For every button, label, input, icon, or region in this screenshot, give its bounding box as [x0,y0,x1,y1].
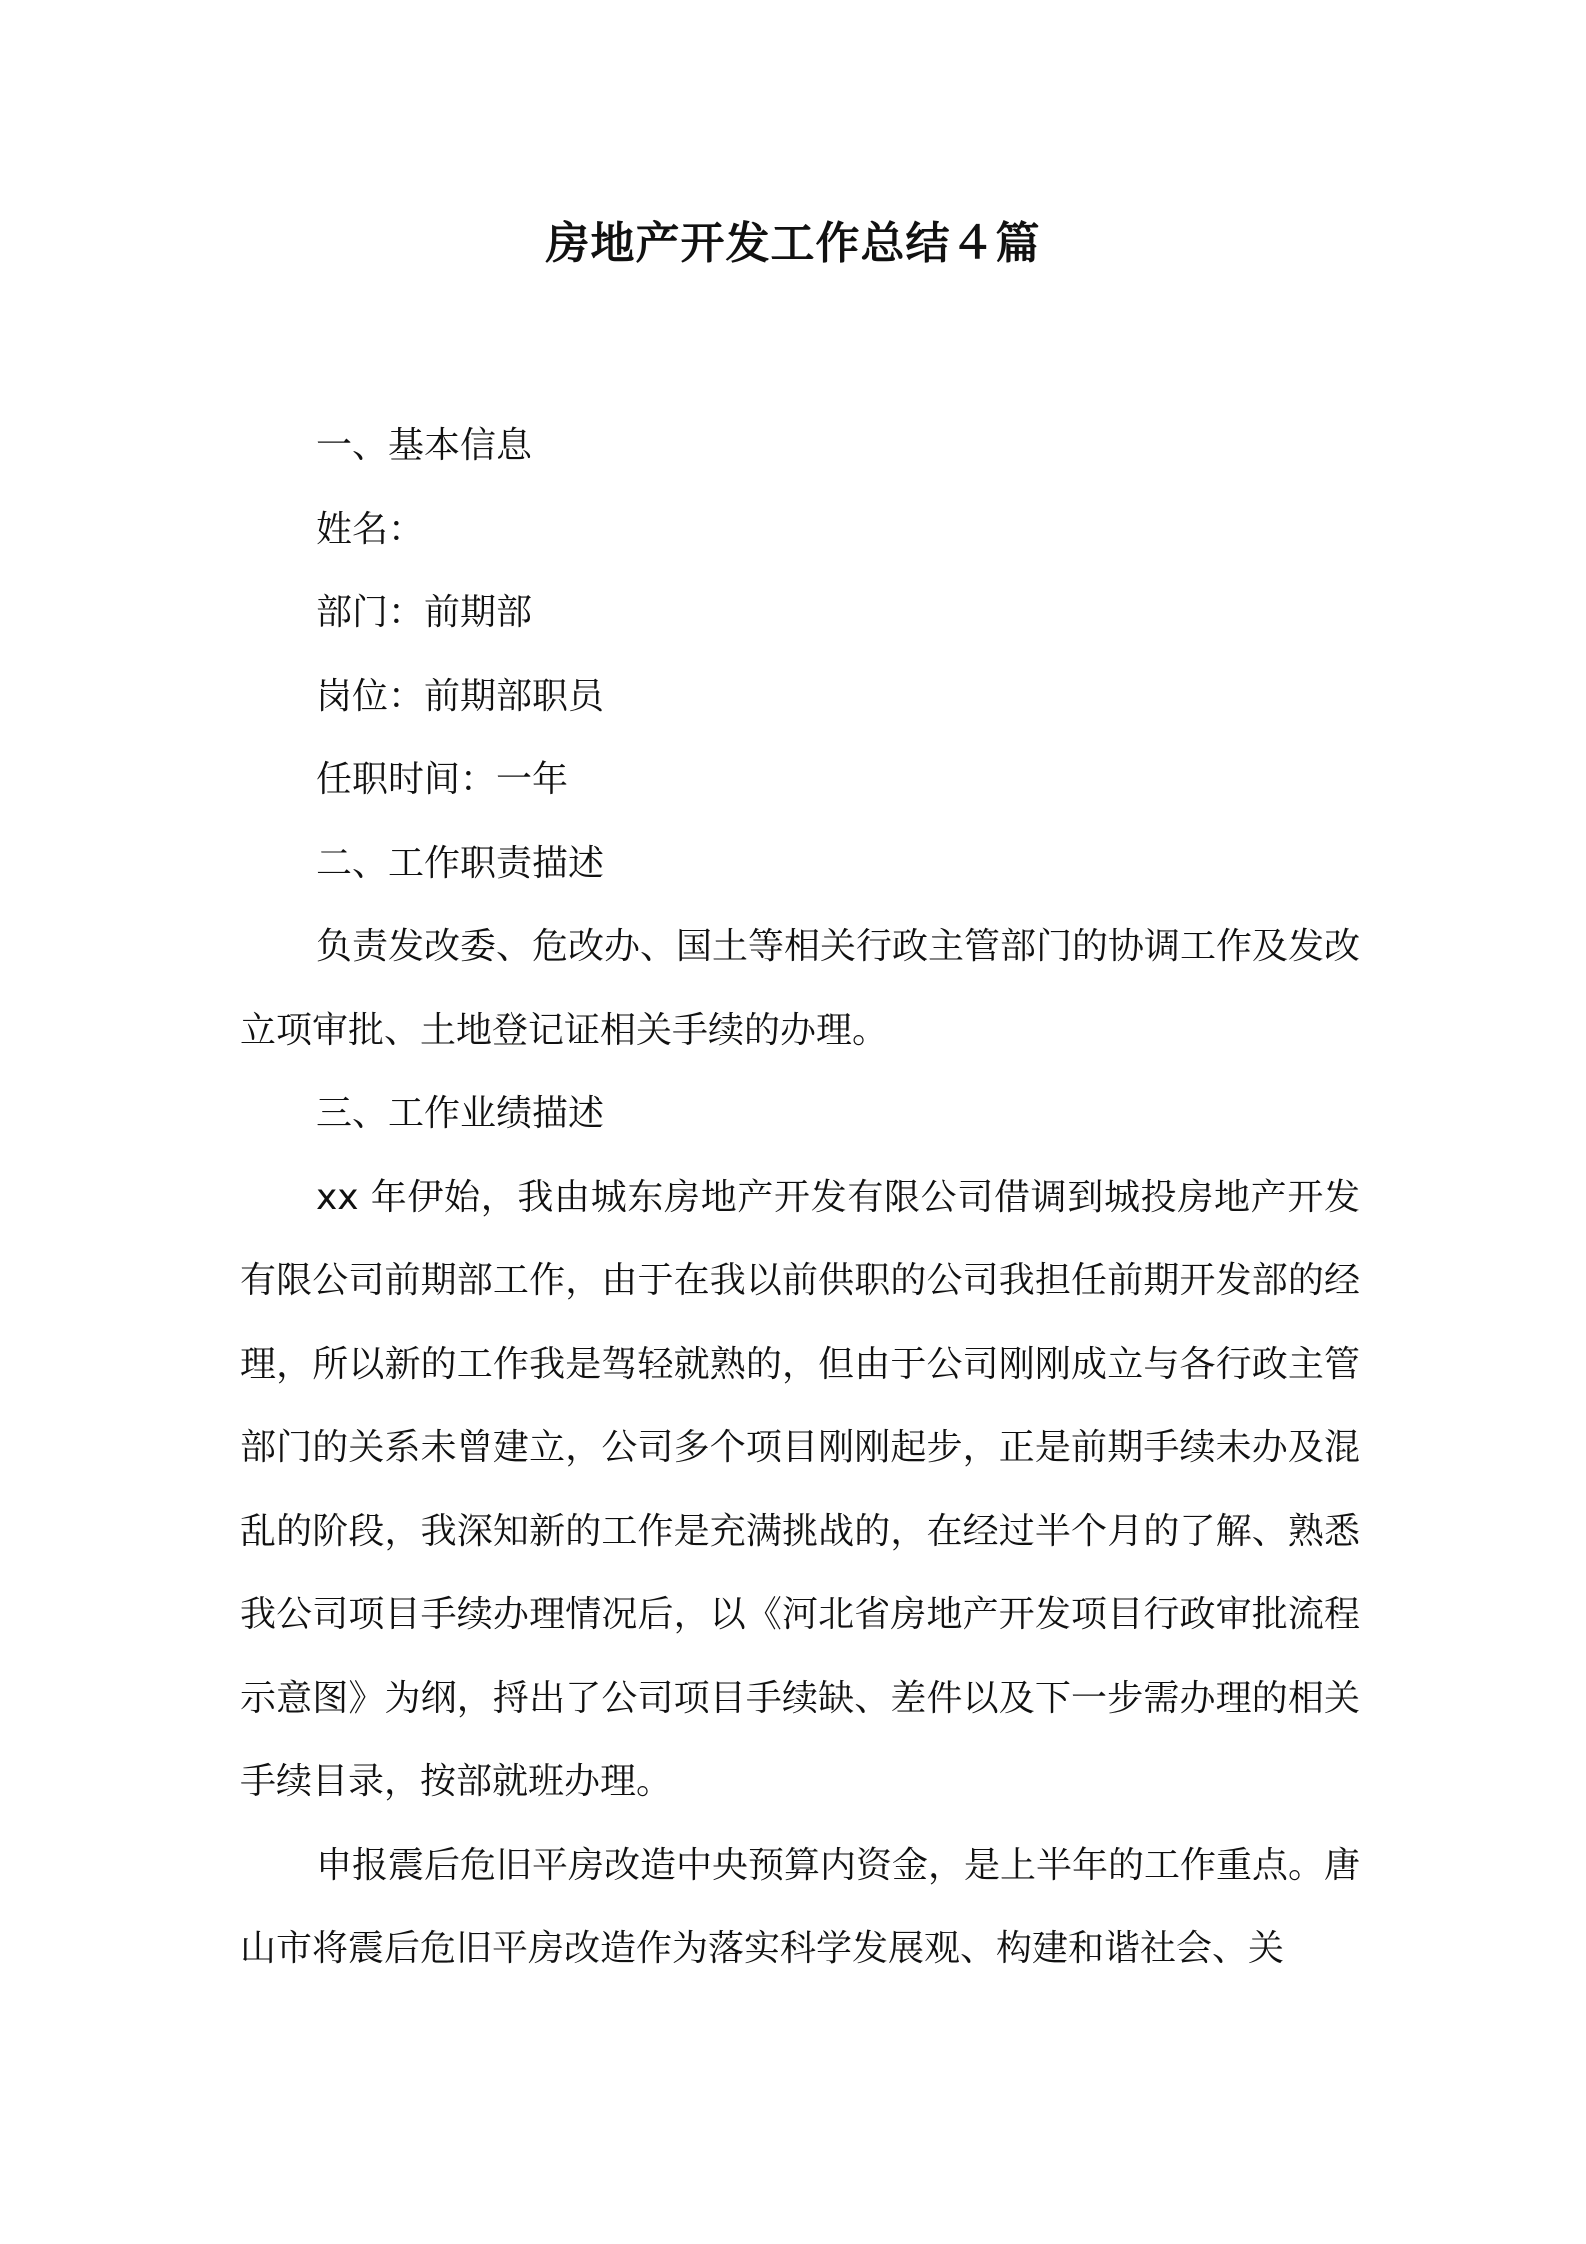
paragraph-performance-2: 申报震后危旧平房改造中央预算内资金，是上半年的工作重点。唐山市将震后危旧平房改造作为落实科学发展观、构建和谐社会、关 [240,1844,1361,1969]
paragraph-duties: 负责发改委、危改办、国土等相关行政主管部门的协调工作及发改立项审批、土地登记证相关手续的办理。 [240,926,1361,1051]
field-name: 姓名： [316,508,425,550]
field-position: 岗位：前期部职员 [316,675,605,717]
field-tenure: 任职时间：一年 [316,759,569,800]
field-department: 部门：前期部 [316,592,533,633]
document-title: 房地产开发工作总结４篇 [545,218,1041,269]
section-heading-basic-info: 一、基本信息 [316,425,533,466]
section-heading-duties: 二、工作职责描述 [316,842,605,884]
document-body [240,404,1360,1991]
paragraph-performance-1: xx 年伊始，我由城东房地产开发有限公司借调到城投房地产开发有限公司前期部工作，由于在我以前供职的公司我担任前期开发部的经理，所以新的工作我是驾轻就熟的，但由于公司刚刚成立与各行政主管部门的关系未曾建立，公司多个项目刚刚起步，正是前期手续未办及混乱的阶段，我深知新的工作是充满挑战的，在经过半个月的了解、熟悉我公司项目手续办理情况后，以《河北省房地产开发项目行政审批流程示意图》为纲，捋出了公司项目手续缺、差件以及下一步需办理的相关手续目录，按部就班办理。 [240,1176,1360,1802]
section-heading-performance: 三、工作业绩描述 [316,1093,605,1134]
